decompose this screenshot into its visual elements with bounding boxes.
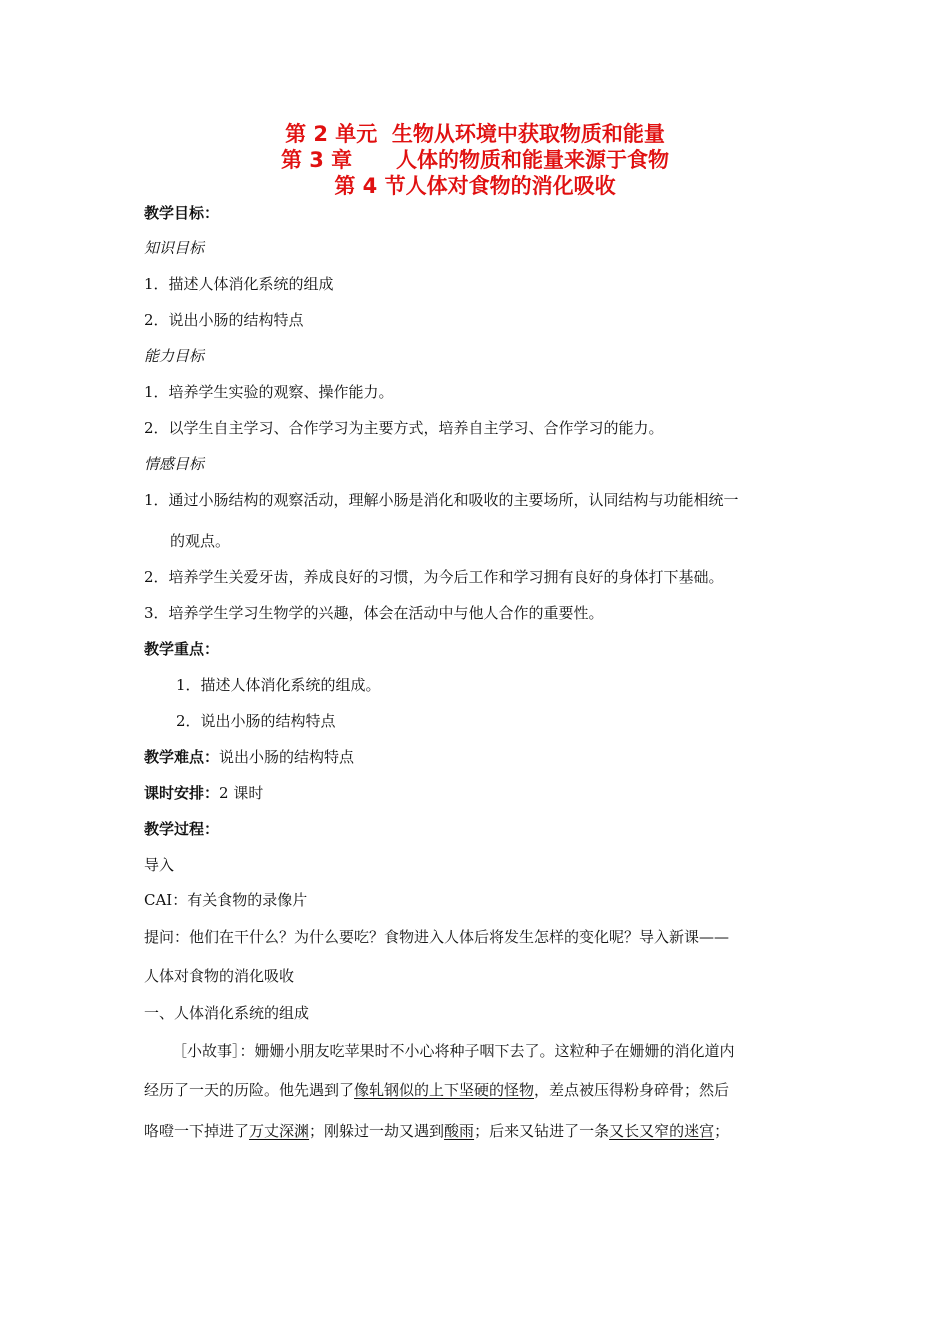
- cai-text: CAI：有关食物的录像片: [144, 891, 308, 909]
- difficulty-text: 说出小肠的结构特点: [219, 748, 355, 766]
- section-title: 第 4 节人体对食物的消化吸收: [334, 174, 616, 198]
- story-underlined-term: 像轧钢似的上下坚硬的怪物: [354, 1081, 535, 1099]
- emotion-item: 1．通过小肠结构的观察活动，理解小肠是消化和吸收的主要场所，认同结构与功能相统一: [144, 491, 739, 509]
- key-points-heading: 教学重点：: [144, 640, 220, 658]
- story-text: 经历了一天的历险。他先遇到了: [144, 1081, 355, 1099]
- story-text: ；刚躲过一劫又遇到: [309, 1122, 445, 1140]
- story-text: ；: [714, 1122, 730, 1140]
- emotion-item: 3．培养学生学习生物学的兴趣，体会在活动中与他人合作的重要性。: [144, 604, 604, 622]
- story-underlined-term: 又长又窄的迷宫: [609, 1122, 715, 1140]
- knowledge-item: 1．描述人体消化系统的组成: [144, 275, 334, 293]
- story-text: ，差点被压得粉身碎骨；然后: [534, 1081, 730, 1099]
- ability-label: 能力目标: [144, 347, 205, 365]
- story-text: 咯噔一下掉进了: [144, 1122, 250, 1140]
- story-line: [144, 1080, 729, 1100]
- story-line: [144, 1121, 729, 1141]
- schedule-label: 课时安排：: [144, 784, 220, 802]
- question-text: 提问：他们在干什么？为什么要吃？食物进入人体后将发生怎样的变化呢？导入新课——: [144, 928, 730, 946]
- unit-title: 第 2 单元 生物从环境中获取物质和能量: [285, 122, 665, 146]
- key-point-item: 1．描述人体消化系统的组成。: [176, 676, 381, 694]
- story-underlined-term: 万丈深渊: [249, 1122, 310, 1140]
- difficulty-row: [144, 747, 354, 767]
- story-text: ；后来又钻进了一条: [474, 1122, 610, 1140]
- part1-heading: 一、人体消化系统的组成: [144, 1004, 310, 1022]
- story-line: ［小故事］：姗姗小朋友吃苹果时不小心将种子咽下去了。这粒种子在姗姗的消化道内: [172, 1042, 735, 1060]
- emotion-label: 情感目标: [144, 455, 205, 473]
- knowledge-label: 知识目标: [144, 239, 205, 257]
- difficulty-label: 教学难点：: [144, 748, 220, 766]
- story-underlined-term: 酸雨: [444, 1122, 475, 1140]
- question-text-continued: 人体对食物的消化吸收: [144, 967, 295, 985]
- knowledge-item: 2．说出小肠的结构特点: [144, 311, 304, 329]
- objectives-heading: 教学目标：: [144, 204, 220, 222]
- chapter-title: 第 3 章 人体的物质和能量来源于食物: [280, 148, 670, 172]
- emotion-item-continued: 的观点。: [170, 532, 231, 550]
- key-point-item: 2．说出小肠的结构特点: [176, 712, 336, 730]
- ability-item: 2．以学生自主学习、合作学习为主要方式，培养自主学习、合作学习的能力。: [144, 419, 664, 437]
- schedule-text: 2 课时: [219, 784, 264, 802]
- emotion-item: 2．培养学生关爱牙齿，养成良好的习惯，为今后工作和学习拥有良好的身体打下基础。: [144, 568, 724, 586]
- ability-item: 1．培养学生实验的观察、操作能力。: [144, 383, 394, 401]
- schedule-row: [144, 783, 263, 803]
- intro-text: 导入: [144, 856, 175, 874]
- process-heading: 教学过程：: [144, 820, 220, 838]
